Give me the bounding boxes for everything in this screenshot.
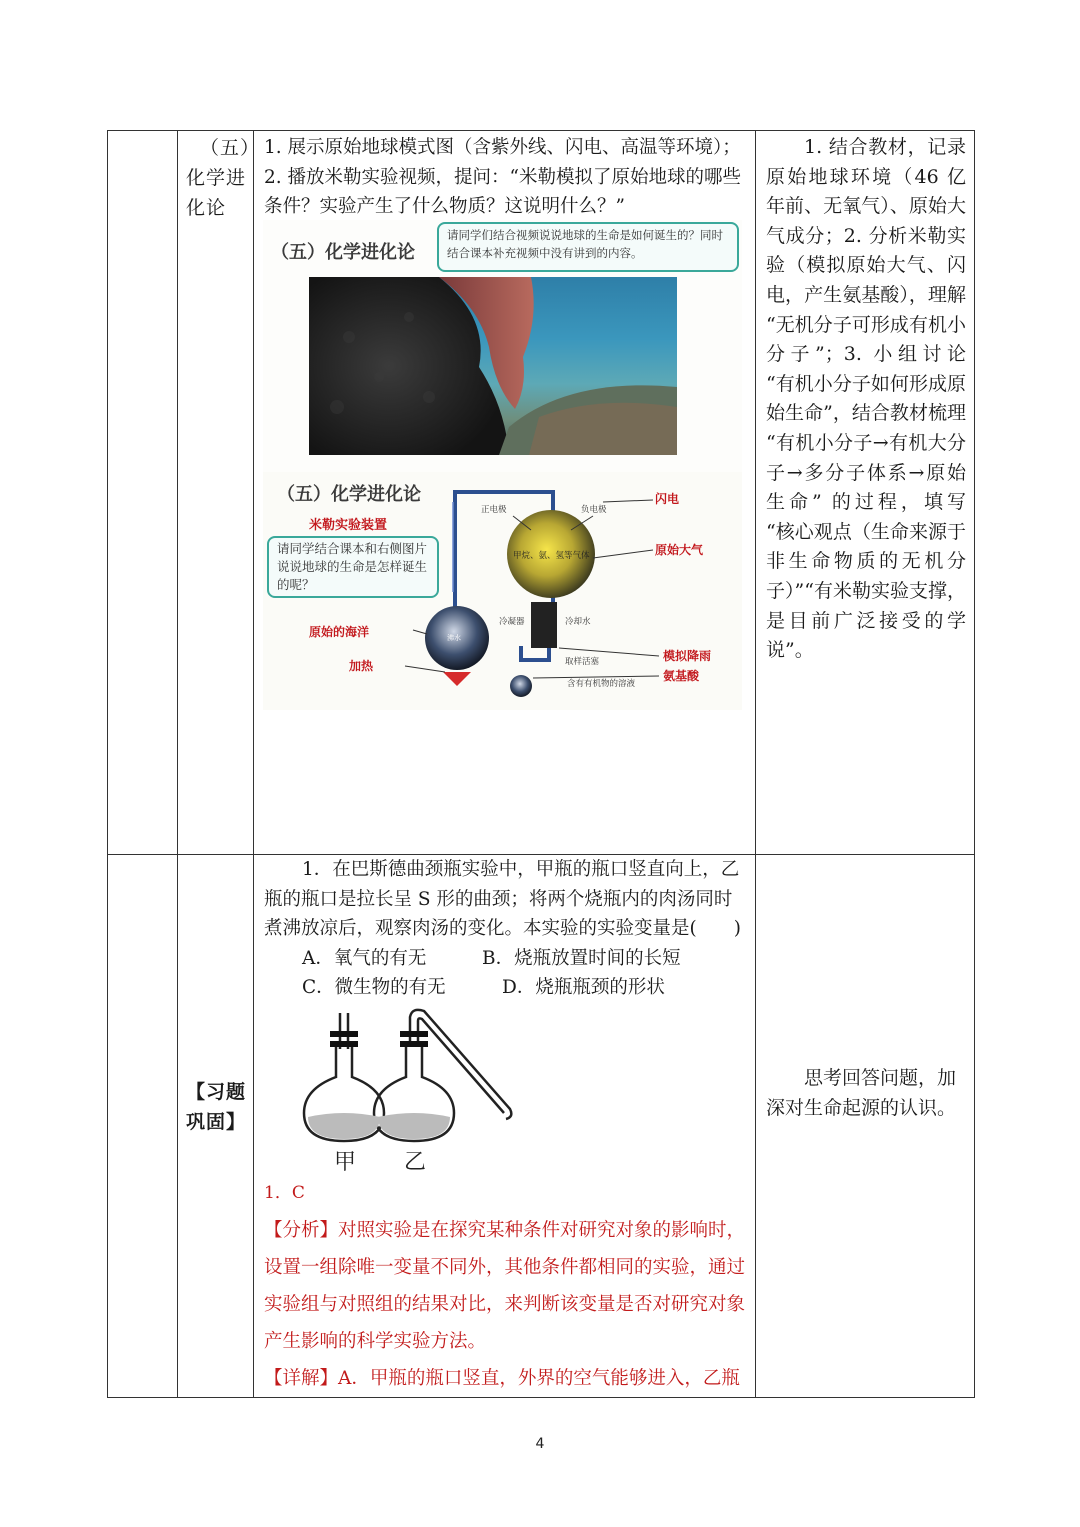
blank-cell bbox=[108, 131, 178, 855]
stage-label-line: 巩固】 bbox=[186, 1111, 247, 1133]
label-negative-electrode: 负电极 bbox=[581, 505, 607, 515]
stage-cell bbox=[178, 855, 254, 1398]
table-row-exercise bbox=[108, 855, 975, 1398]
option-d: D．烧瓶瓶颈的形状 bbox=[502, 977, 665, 999]
detail-tag: 【详解】 bbox=[264, 1367, 339, 1389]
detail-text: A．甲瓶的瓶口竖直，外界的空气能够进入，乙瓶 bbox=[338, 1367, 740, 1389]
analysis-text: 对照实验是在探究某种条件对研究对象的影响时，设置一组除唯一变量不同外，其他条件都相同的实验，通过实验组与对照组的结果对比，来判断该变量是否对研究对象产生影响的科学实验方法。 bbox=[264, 1219, 746, 1352]
flask-label-jia: 甲 bbox=[334, 1149, 357, 1175]
activity-line-2: 2. 播放米勒实验视频，提问：“米勒模拟了原始地球的哪些条件？实验产生了什么物质？这说明什么？” bbox=[264, 166, 741, 217]
option-c: C．微生物的有无 bbox=[302, 977, 446, 999]
blank-cell bbox=[108, 855, 178, 1398]
answer-text: 1．C bbox=[264, 1182, 305, 1203]
option-b: B．烧瓶放置时间的长短 bbox=[482, 947, 681, 969]
stage-cell bbox=[178, 131, 261, 855]
slide-title: （五）化学进化论 bbox=[271, 242, 415, 263]
underwater-scene-image bbox=[309, 277, 677, 455]
stage-label-line: 【习题 bbox=[186, 1081, 247, 1103]
student-activity-text: 思考回答问题，加深对生命起源的认识。 bbox=[766, 1067, 957, 1119]
slide-subtitle: 米勒实验装置 bbox=[309, 518, 388, 533]
label-positive-electrode: 正电极 bbox=[481, 505, 507, 515]
student-activity-cell bbox=[756, 855, 975, 1398]
stage-label-line: 化学进 bbox=[186, 167, 247, 189]
label-heating: 加热 bbox=[349, 659, 374, 673]
student-activity-text: 1. 结合教材，记录原始地球环境（46 亿年前、无氧气）、原始大气成分；2. 分析米勒实验（模拟原始大气、闪电，产生氨基酸），理解 “无机分子可形成有机小分子”；3. 小组讨论 “有机小分子如何形成原始生命”，结合教材梳理 “有机小分子→有机大分子→多分子体系→原始生命” 的过程，填写 “核心观点（生命来源于非生命物质的无机分子）”“有米勒实验支撑，是目前广泛接受的学说”。 bbox=[766, 136, 966, 662]
student-activity-cell bbox=[756, 131, 975, 855]
page-number: 4 bbox=[535, 1436, 545, 1452]
analysis-paragraph bbox=[264, 1212, 747, 1360]
label-gases: 甲烷、氨、氢等气体 bbox=[513, 551, 590, 561]
slide-callout: 请同学结合课本和右侧图片说说地球的生命是怎样诞生的呢？ bbox=[267, 536, 439, 598]
label-ocean: 原始的海洋 bbox=[309, 625, 370, 639]
option-a: A．氧气的有无 bbox=[302, 947, 427, 969]
label-atmosphere: 原始大气 bbox=[655, 543, 704, 557]
options-row-2 bbox=[264, 973, 747, 1003]
label-cooling-water: 冷却水 bbox=[565, 617, 591, 627]
flask-diagram bbox=[300, 1005, 600, 1175]
label-water: 沸水 bbox=[447, 634, 461, 642]
slide-callout: 请同学们结合视频说说地球的生命是如何诞生的？同时结合课本补充视频中没有讲到的内容。 bbox=[437, 222, 739, 272]
label-condenser: 冷凝器 bbox=[499, 617, 525, 627]
question-text: 1．在巴斯德曲颈瓶实验中，甲瓶的瓶口竖直向上，乙瓶的瓶口是拉长呈 S 形的曲颈；将两个烧瓶内的肉汤同时煮沸放凉后，观察肉汤的变化。本实验的实验变量是( ) bbox=[264, 859, 741, 940]
options-row-1 bbox=[264, 944, 747, 974]
slide-title: （五）化学进化论 bbox=[277, 484, 421, 505]
stage-label-line: 化论 bbox=[186, 197, 227, 219]
detail-paragraph bbox=[264, 1360, 747, 1397]
activity-line-1: 1. 展示原始地球模式图（含紫外线、闪电、高温等环境）； bbox=[264, 137, 741, 158]
label-rain: 模拟降雨 bbox=[663, 649, 712, 663]
miller-apparatus-diagram bbox=[263, 472, 742, 710]
flask-label-yi: 乙 bbox=[404, 1149, 427, 1175]
label-solution: 含有有机物的溶液 bbox=[567, 679, 636, 689]
underwater-video-still bbox=[309, 277, 677, 455]
slide-video bbox=[263, 220, 742, 472]
analysis-tag: 【分析】 bbox=[264, 1219, 339, 1241]
exercise-cell bbox=[254, 855, 756, 1398]
label-stopcock: 取样活塞 bbox=[565, 657, 600, 667]
label-amino-acid: 氨基酸 bbox=[663, 669, 700, 683]
stage-label-line: （五） bbox=[200, 137, 261, 159]
slide-miller-apparatus bbox=[263, 472, 742, 710]
label-lightning: 闪电 bbox=[655, 492, 680, 506]
